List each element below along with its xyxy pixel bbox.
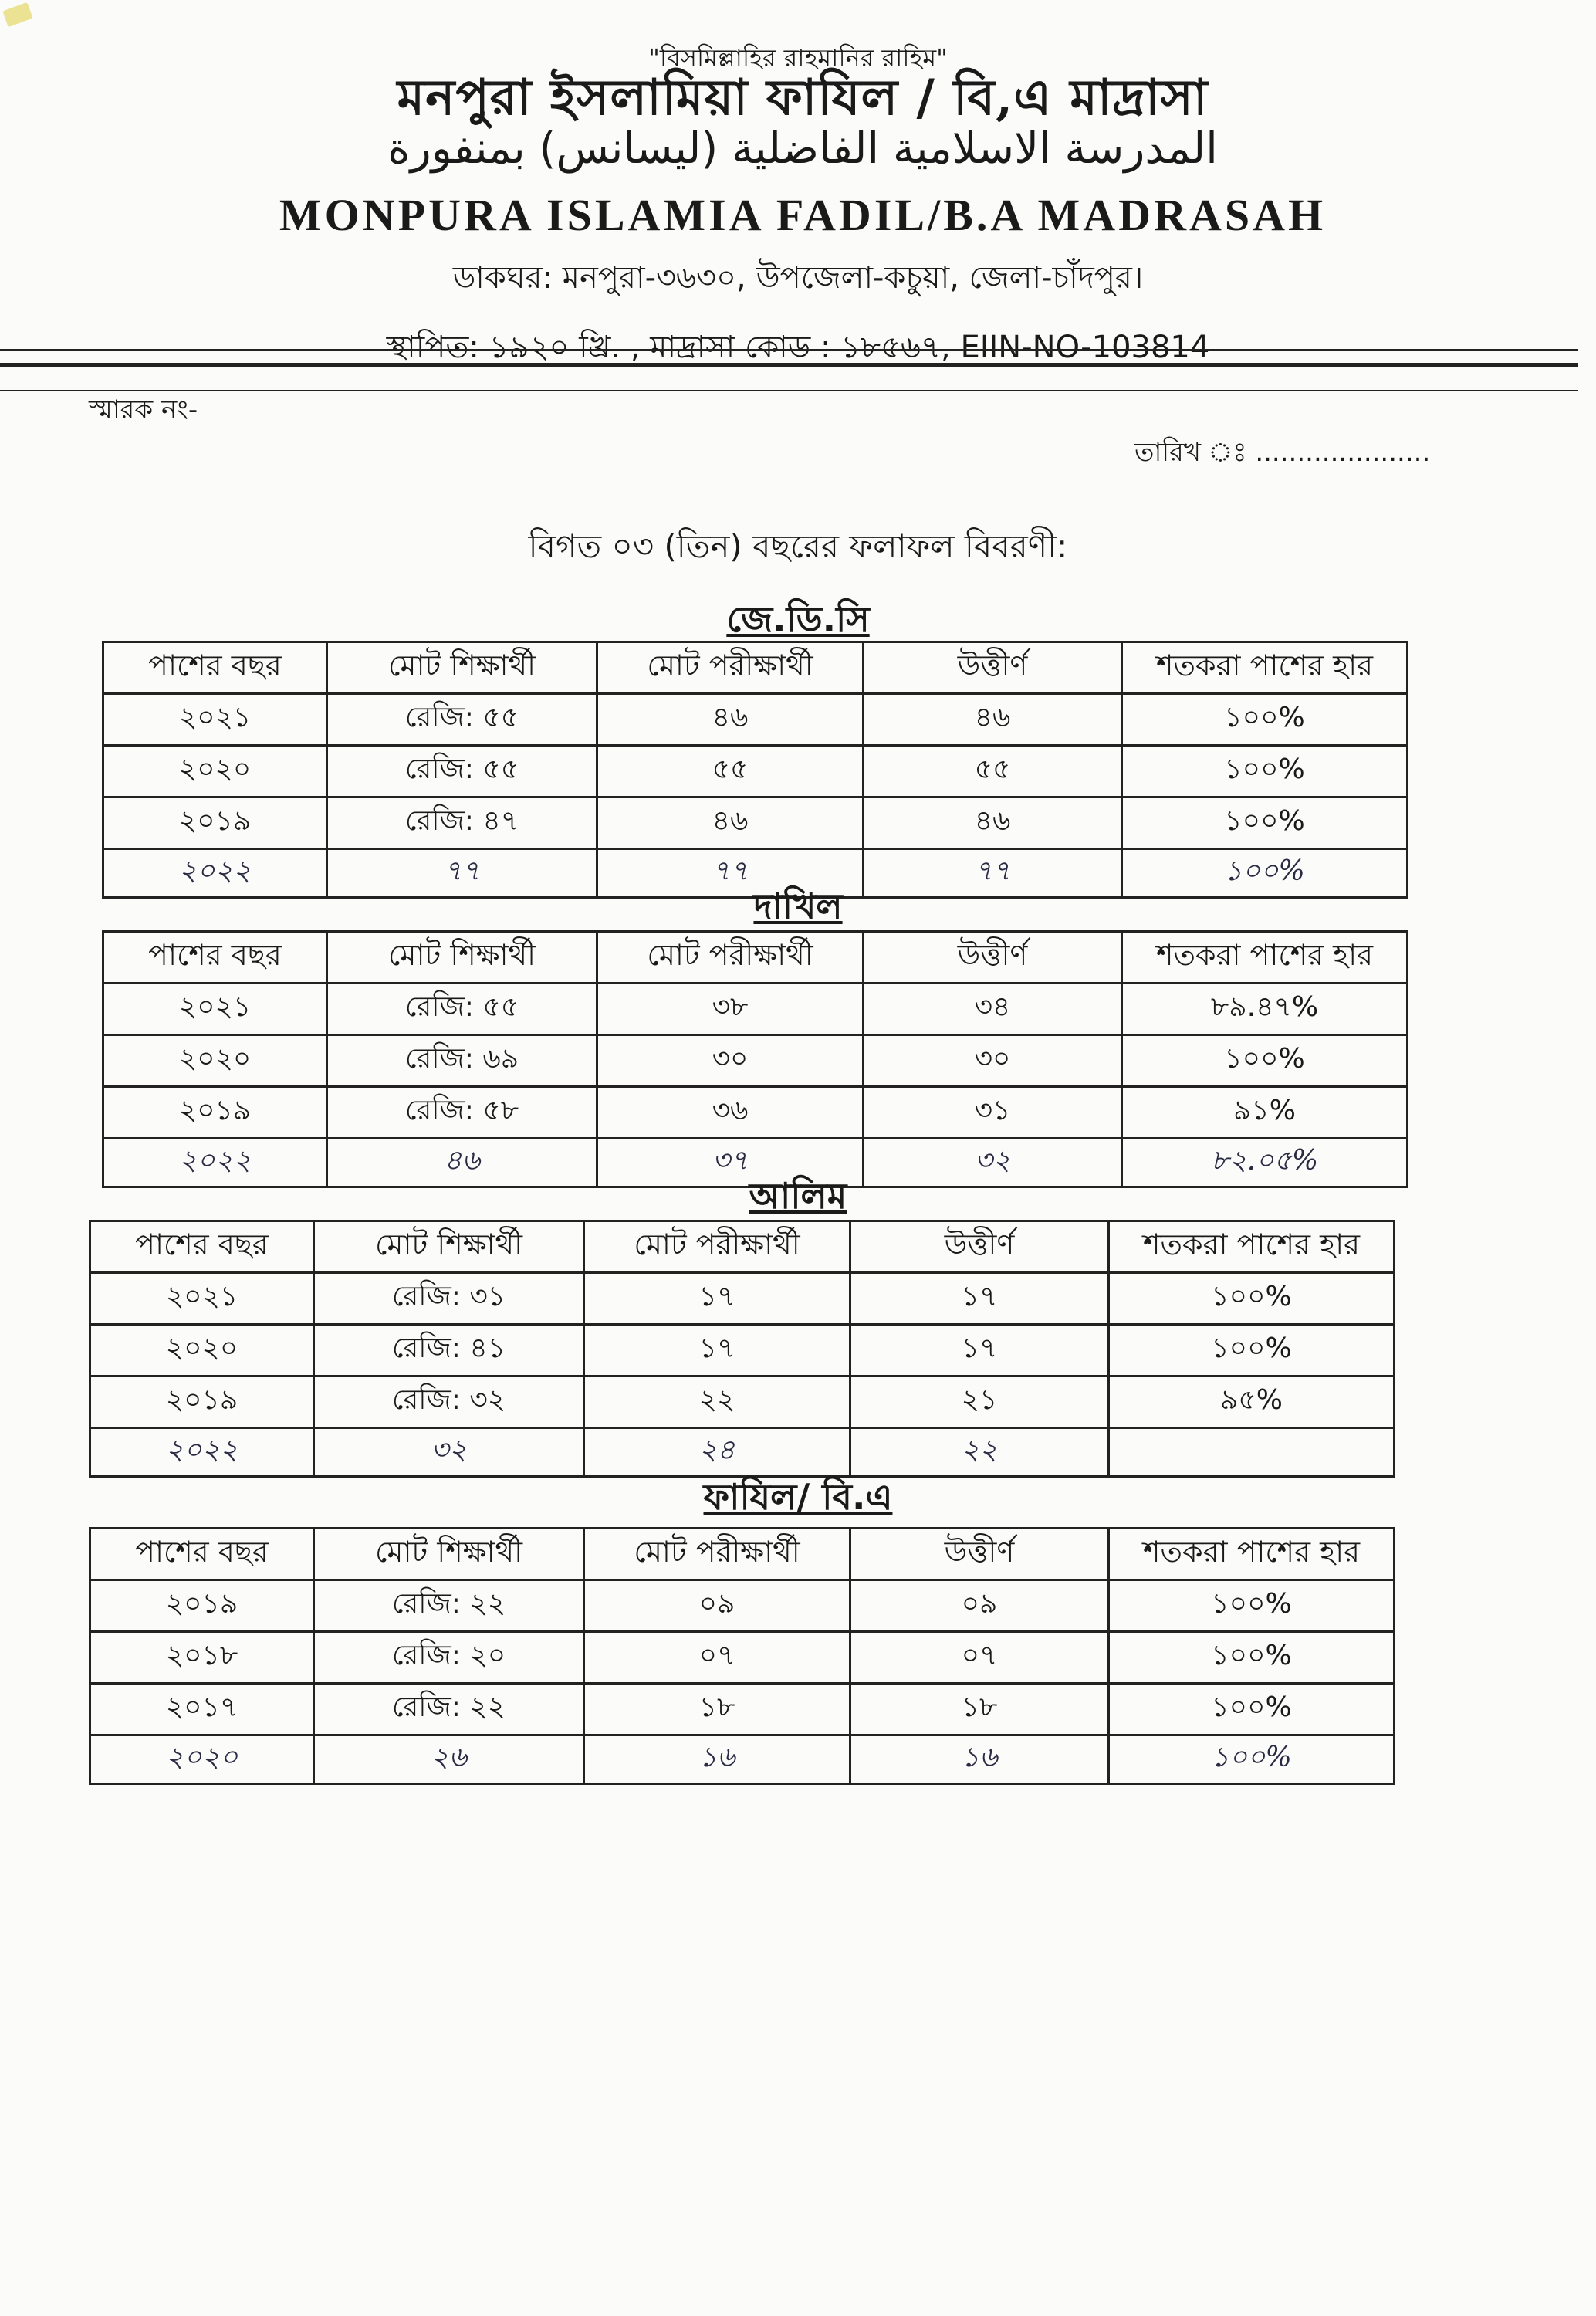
table-cell: রেজি: ৫৫	[327, 694, 597, 746]
table-header-row	[103, 932, 1408, 984]
handwritten-cell: ১৬	[584, 1735, 850, 1784]
column-header: উত্তীর্ণ	[850, 1529, 1109, 1580]
table-cell: ২০২১	[103, 984, 327, 1035]
column-header: শতকরা পাশের হার	[1109, 1529, 1395, 1580]
handwritten-cell: ৩৭	[597, 1139, 864, 1187]
table-cell: ০৭	[850, 1632, 1109, 1684]
handwritten-cell: ২৬	[314, 1735, 584, 1784]
table-cell: ১৭	[850, 1325, 1109, 1376]
table-cell: ৪৬	[597, 694, 864, 746]
table-cell: ১০০%	[1122, 797, 1408, 849]
table-row	[103, 1087, 1408, 1139]
handwritten-cell: ১৬	[850, 1735, 1109, 1784]
table-cell: ১৮	[584, 1684, 850, 1735]
table-header-row	[90, 1221, 1395, 1273]
table-cell: ১০০%	[1109, 1580, 1395, 1632]
section-title-fazil: ফাযিল/ বি.এ	[703, 1476, 893, 1518]
handwritten-cell: ৪৬	[327, 1139, 597, 1187]
table-row	[103, 1035, 1408, 1087]
table-cell: ২০২০	[90, 1325, 314, 1376]
table-cell: ১৭	[850, 1273, 1109, 1325]
table-cell: ৯৫%	[1109, 1376, 1395, 1428]
table-cell: ৯১%	[1122, 1087, 1408, 1139]
table-cell: ২০১৯	[103, 1087, 327, 1139]
table-cell: ১০০%	[1122, 694, 1408, 746]
table-cell: ৫৫	[864, 746, 1122, 797]
table-cell: রেজি: ৫৮	[327, 1087, 597, 1139]
postal-address: ডাকঘর: মনপুরা-৩৬৩০, উপজেলা-কচুয়া, জেলা-চাঁদপুর।	[452, 260, 1144, 296]
table-cell: রেজি: ২২	[314, 1580, 584, 1632]
sticky-note-corner	[2, 2, 32, 27]
results-table-alim	[89, 1220, 1395, 1478]
handwritten-cell: ২০২২	[103, 1139, 327, 1187]
column-header: মোট পরীক্ষার্থী	[597, 932, 864, 984]
institution-title-english: MONPURA ISLAMIA FADIL/B.A MADRASAH	[279, 190, 1327, 240]
handwritten-row	[90, 1428, 1395, 1477]
table-cell: ২১	[850, 1376, 1109, 1428]
handwritten-cell: ২০২২	[90, 1428, 314, 1477]
table-cell: ২০২০	[103, 1035, 327, 1087]
table-cell: রেজি: ৪১	[314, 1325, 584, 1376]
table-cell: রেজি: ২০	[314, 1632, 584, 1684]
section-title-alim: আলিম	[749, 1175, 847, 1217]
header-divider	[0, 363, 1578, 367]
table-header-row	[90, 1529, 1395, 1580]
column-header: মোট শিক্ষার্থী	[327, 932, 597, 984]
column-header: উত্তীর্ণ	[850, 1221, 1109, 1273]
column-header: শতকরা পাশের হার	[1122, 642, 1408, 694]
table-cell: ৫৫	[597, 746, 864, 797]
table-cell: রেজি: ৩১	[314, 1273, 584, 1325]
handwritten-cell: ৭৭	[327, 849, 597, 898]
date-field: তারিখ ঃ .....................	[1134, 437, 1431, 468]
table-row	[90, 1376, 1395, 1428]
handwritten-cell: ৩২	[314, 1428, 584, 1477]
table-row	[90, 1632, 1395, 1684]
table-cell: রেজি: ৪৭	[327, 797, 597, 849]
table-cell: ২০১৭	[90, 1684, 314, 1735]
column-header: উত্তীর্ণ	[864, 932, 1122, 984]
column-header: পাশের বছর	[103, 932, 327, 984]
header-divider	[0, 349, 1578, 351]
table-cell: রেজি: ৫৫	[327, 746, 597, 797]
handwritten-cell: ৮২.০৫%	[1122, 1139, 1408, 1187]
table-row	[103, 797, 1408, 849]
established-info: স্থাপিত: ১৯২০ খ্রি. , মাদ্রাসা কোড : ১৮৫৬৭, EIIN-NO-103814	[386, 330, 1210, 365]
table-row	[103, 746, 1408, 797]
results-table-dakhil	[102, 930, 1408, 1188]
results-table-jdc	[102, 641, 1408, 899]
table-cell: ২০১৯	[90, 1376, 314, 1428]
table-cell: ৪৬	[864, 694, 1122, 746]
column-header: শতকরা পাশের হার	[1109, 1221, 1395, 1273]
column-header: পাশের বছর	[90, 1529, 314, 1580]
handwritten-cell: ৭৭	[864, 849, 1122, 898]
table-row	[90, 1580, 1395, 1632]
table-cell: ১০০%	[1109, 1632, 1395, 1684]
table-cell: ৩০	[864, 1035, 1122, 1087]
section-title-jdc: জে.ডি.সি	[726, 598, 870, 640]
column-header: মোট পরীক্ষার্থী	[584, 1221, 850, 1273]
table-cell: ২০১৯	[90, 1580, 314, 1632]
table-cell: ১০০%	[1109, 1273, 1395, 1325]
table-row	[90, 1325, 1395, 1376]
table-row	[103, 984, 1408, 1035]
column-header: পাশের বছর	[103, 642, 327, 694]
table-cell: ৪৬	[597, 797, 864, 849]
table-cell: ৩৮	[597, 984, 864, 1035]
table-cell: রেজি: ৩২	[314, 1376, 584, 1428]
table-cell: ১০০%	[1109, 1684, 1395, 1735]
column-header: পাশের বছর	[90, 1221, 314, 1273]
column-header: মোট শিক্ষার্থী	[327, 642, 597, 694]
institution-title-bangla: মনপুরা ইসলামিয়া ফাযিল / বি,এ মাদ্রাসা	[397, 69, 1209, 127]
table-cell: ২০১৮	[90, 1632, 314, 1684]
table-row	[90, 1684, 1395, 1735]
table-cell: ২০১৯	[103, 797, 327, 849]
table-cell: ৩৬	[597, 1087, 864, 1139]
table-cell: ০৭	[584, 1632, 850, 1684]
table-row	[103, 694, 1408, 746]
table-header-row	[103, 642, 1408, 694]
column-header: মোট শিক্ষার্থী	[314, 1529, 584, 1580]
table-cell: ৪৬	[864, 797, 1122, 849]
table-cell: ৩১	[864, 1087, 1122, 1139]
handwritten-cell: ১০০%	[1109, 1735, 1395, 1784]
results-heading: বিগত ০৩ (তিন) বছরের ফলাফল বিবরণী:	[528, 527, 1068, 565]
handwritten-cell: ১০০%	[1122, 849, 1408, 898]
handwritten-cell: ২২	[850, 1428, 1109, 1477]
handwritten-cell: ২০২০	[90, 1735, 314, 1784]
handwritten-cell: ২০২২	[103, 849, 327, 898]
table-cell: রেজি: ৬৯	[327, 1035, 597, 1087]
institution-title-arabic: المدرسة الاسلامية الفاضلية (ليسانس) بمنفورة	[387, 124, 1218, 174]
table-cell: ০৯	[850, 1580, 1109, 1632]
table-cell: ১০০%	[1109, 1325, 1395, 1376]
table-cell: ৮৯.৪৭%	[1122, 984, 1408, 1035]
handwritten-row	[90, 1735, 1395, 1784]
column-header: শতকরা পাশের হার	[1122, 932, 1408, 984]
header-divider	[0, 390, 1578, 391]
table-cell: ১৭	[584, 1325, 850, 1376]
table-cell: ২০২০	[103, 746, 327, 797]
table-cell: ২২	[584, 1376, 850, 1428]
column-header: মোট শিক্ষার্থী	[314, 1221, 584, 1273]
table-cell: ১০০%	[1122, 1035, 1408, 1087]
table-cell: ২০২১	[90, 1273, 314, 1325]
handwritten-cell: ২৪	[584, 1428, 850, 1477]
handwritten-cell: ৭৭	[597, 849, 864, 898]
table-cell: রেজি: ২২	[314, 1684, 584, 1735]
bismillah-line: "বিসমিল্লাহির রাহমানির রাহিম"	[648, 43, 948, 73]
table-cell: ০৯	[584, 1580, 850, 1632]
column-header: মোট পরীক্ষার্থী	[584, 1529, 850, 1580]
column-header: উত্তীর্ণ	[864, 642, 1122, 694]
column-header: মোট পরীক্ষার্থী	[597, 642, 864, 694]
table-cell: ১০০%	[1122, 746, 1408, 797]
results-table-fazil	[89, 1527, 1395, 1785]
table-cell: ২০২১	[103, 694, 327, 746]
handwritten-cell: ৩২	[864, 1139, 1122, 1187]
handwritten-cell	[1109, 1428, 1395, 1477]
table-cell: ৩০	[597, 1035, 864, 1087]
memo-number-label: স্মারক নং-	[89, 394, 198, 425]
table-cell: ১৭	[584, 1273, 850, 1325]
table-cell: রেজি: ৫৫	[327, 984, 597, 1035]
table-row	[90, 1273, 1395, 1325]
table-cell: ৩৪	[864, 984, 1122, 1035]
table-cell: ১৮	[850, 1684, 1109, 1735]
section-title-dakhil: দাখিল	[753, 885, 843, 927]
